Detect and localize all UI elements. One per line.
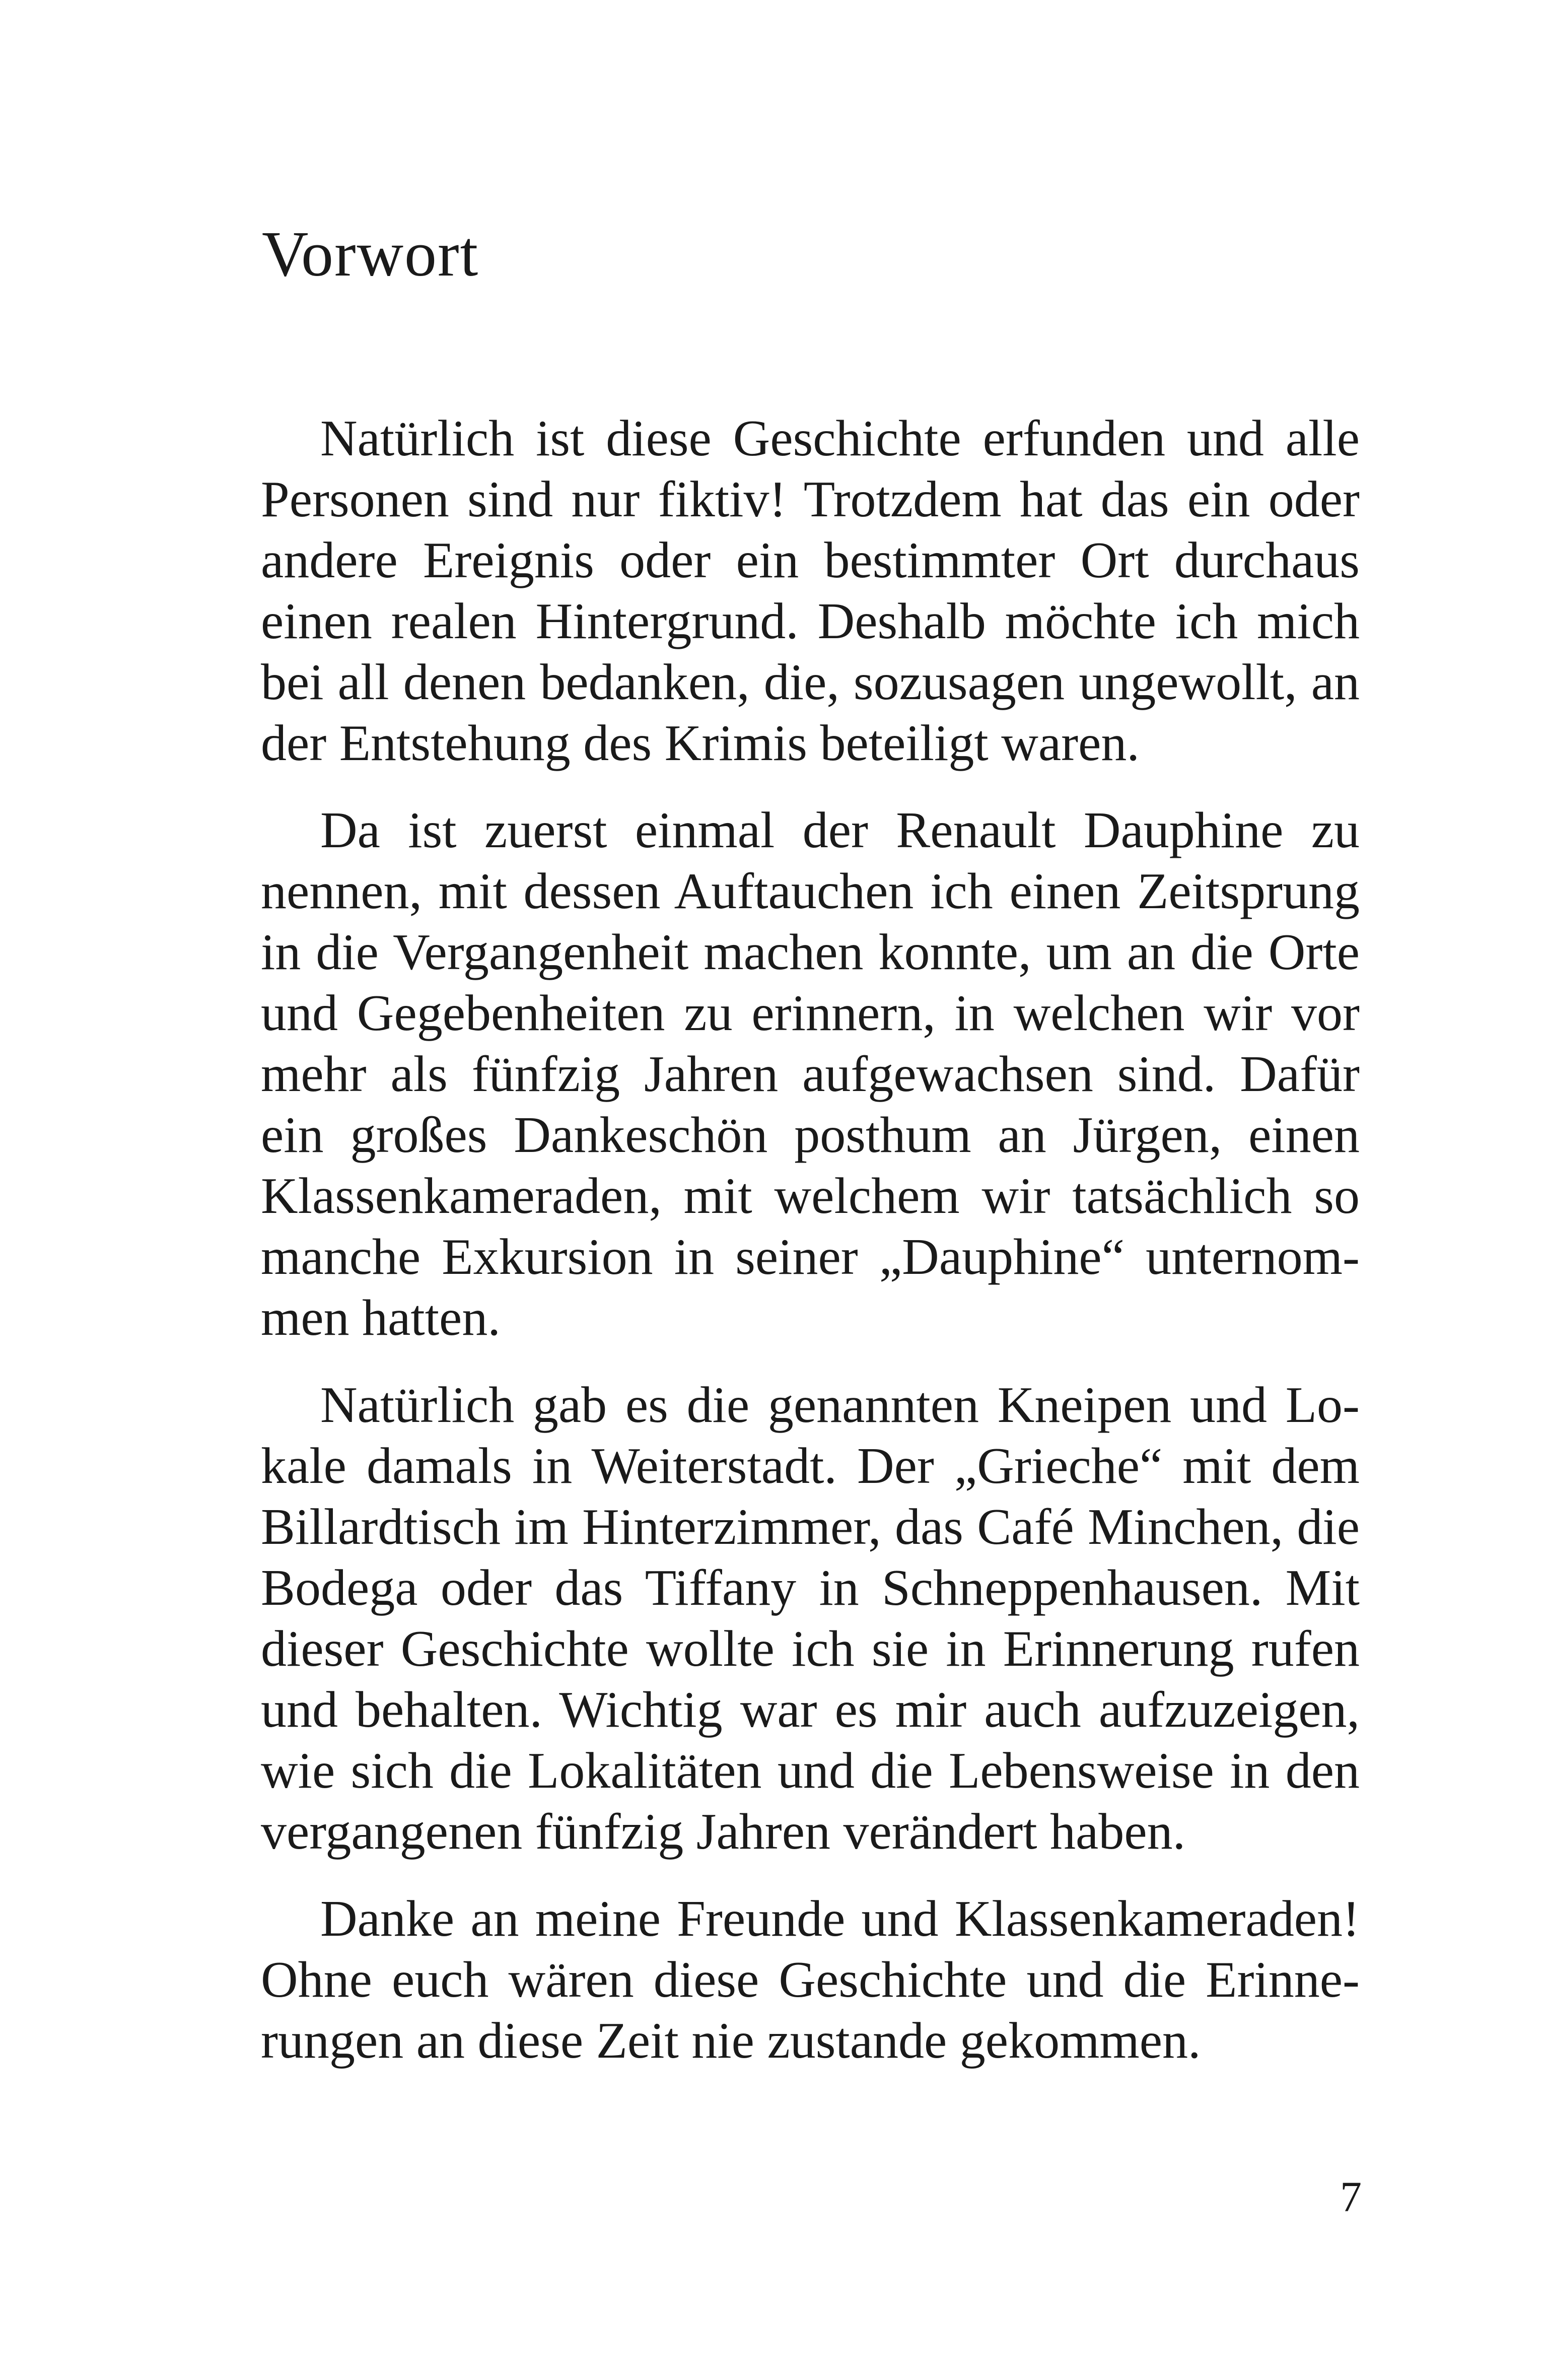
text-line: Ohne euch wären diese Geschichte und die Erinne- bbox=[261, 1951, 1360, 2008]
text-line: kale damals in Weiterstadt. Der „Grieche“ mit dem bbox=[261, 1438, 1360, 1494]
text-line: und behalten. Wichtig war es mir auch aufzuzeigen, bbox=[261, 1681, 1360, 1738]
paragraph bbox=[201, 408, 1360, 774]
text-line: Klassenkameraden, mit welchem wir tatsächlich so bbox=[261, 1168, 1360, 1225]
text-line: wie sich die Lokalitäten und die Lebensweise in den bbox=[261, 1742, 1360, 1799]
chapter-title: Vorwort bbox=[262, 218, 479, 290]
text-line: andere Ereignis oder ein bestimmter Ort durchaus bbox=[261, 532, 1360, 589]
text-line: mehr als fünfzig Jahren aufgewachsen sind. Dafür bbox=[261, 1046, 1360, 1103]
text-line: Da ist zuerst einmal der Renault Dauphine zu bbox=[320, 802, 1360, 859]
text-line: men hatten. bbox=[261, 1289, 501, 1346]
text-line: Bodega oder das Tiffany in Schneppenhausen. Mit bbox=[261, 1559, 1360, 1616]
text-line: dieser Geschichte wollte ich sie in Erinnerung rufen bbox=[261, 1620, 1360, 1677]
text-line: in die Vergangenheit machen konnte, um an die Orte bbox=[261, 924, 1360, 981]
text-line: einen realen Hintergrund. Deshalb möchte ich mich bbox=[261, 593, 1360, 650]
page-number: 7 bbox=[1340, 2172, 1362, 2221]
text-line: vergangenen fünfzig Jahren verändert haben. bbox=[261, 1803, 1186, 1860]
paragraph bbox=[201, 1375, 1360, 1862]
text-line: Billardtisch im Hinterzimmer, das Café Minchen, die bbox=[261, 1499, 1360, 1555]
text-line: Natürlich ist diese Geschichte erfunden und alle bbox=[320, 410, 1360, 467]
paragraph bbox=[201, 800, 1360, 1348]
paragraph bbox=[201, 1888, 1360, 2071]
text-line: manche Exkursion in seiner „Dauphine“ unternom- bbox=[261, 1229, 1360, 1285]
text-line: der Entstehung des Krimis beteiligt waren. bbox=[261, 715, 1140, 772]
text-line: bei all denen bedanken, die, sozusagen ungewollt, an bbox=[261, 654, 1360, 711]
text-line: und Gegebenheiten zu erinnern, in welchen wir vor bbox=[261, 985, 1360, 1042]
text-line: Danke an meine Freunde und Klassenkameraden! bbox=[320, 1890, 1360, 1947]
text-line: nennen, mit dessen Auftauchen ich einen Zeitsprung bbox=[261, 863, 1360, 920]
text-line: Personen sind nur fiktiv! Trotzdem hat das ein oder bbox=[261, 471, 1360, 528]
text-line: rungen an diese Zeit nie zustande gekommen. bbox=[261, 2012, 1201, 2069]
body-text bbox=[201, 408, 1360, 2097]
text-line: ein großes Dankeschön posthum an Jürgen, einen bbox=[261, 1107, 1360, 1164]
text-line: Natürlich gab es die genannten Kneipen und Lo- bbox=[320, 1377, 1360, 1434]
